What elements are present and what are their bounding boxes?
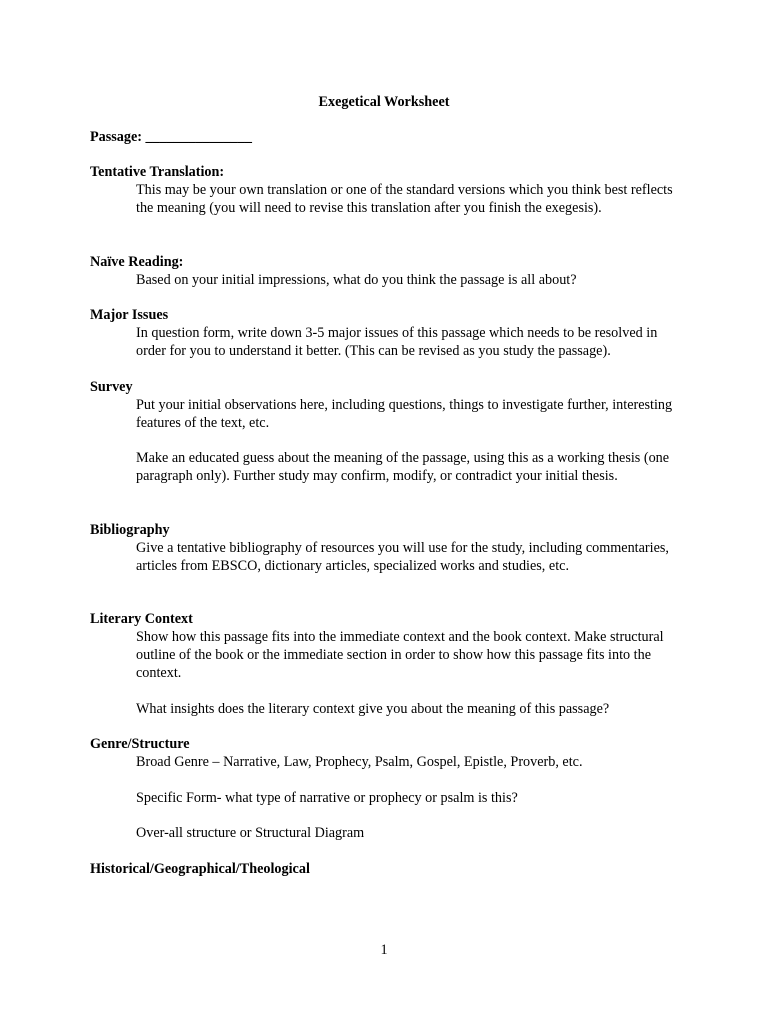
section-text-naive-reading: Based on your initial impressions, what do you think the passage is all about?	[136, 272, 577, 288]
section-heading-tentative-translation: Tentative Translation:	[90, 164, 225, 180]
section-text-tentative-translation: This may be your own translation or one of the standard versions which you think best reflects the meaning (you will need to revise this translation after you finish the exegesis).	[136, 182, 673, 216]
section-text-literary-context: Show how this passage fits into the immediate context and the book context. Make structural outline of the book or the immediate section in order to show how this passage fits into the context.	[136, 629, 664, 681]
passage-label: Passage: _______________	[90, 129, 252, 145]
section-text-broad-genre: Broad Genre – Narrative, Law, Prophecy, Psalm, Gospel, Epistle, Proverb, etc.	[136, 754, 583, 770]
page-number: 1	[380, 942, 388, 958]
section-text-major-issues: In question form, write down 3-5 major issues of this passage which needs to be resolved in order for you to understand it better. (This can be revised as you study the passage).	[136, 325, 658, 359]
section-text-bibliography: Give a tentative bibliography of resources you will use for the study, including commentaries, articles from EBSCO, dictionary articles, specialized works and studies, etc.	[136, 540, 669, 574]
section-heading-genre-structure: Genre/Structure	[90, 736, 190, 752]
section-text-overall-structure: Over-all structure or Structural Diagram	[136, 825, 365, 841]
section-heading-literary-context: Literary Context	[90, 611, 193, 627]
section-text-literary-context-insights: What insights does the literary context give you about the meaning of this passage?	[136, 701, 610, 717]
section-heading-historical-geographical-theological: Historical/Geographical/Theological	[90, 861, 310, 877]
section-heading-naive-reading: Naïve Reading:	[90, 254, 184, 270]
section-heading-survey: Survey	[90, 379, 133, 395]
section-text-specific-form: Specific Form- what type of narrative or prophecy or psalm is this?	[136, 790, 518, 806]
page-title: Exegetical Worksheet	[318, 94, 450, 110]
section-text-survey-thesis: Make an educated guess about the meaning of the passage, using this as a working thesis (one paragraph only). Further study may confirm, modify, or contradict your initial thesis.	[136, 450, 670, 484]
section-heading-bibliography: Bibliography	[90, 522, 170, 538]
section-text-survey-observations: Put your initial observations here, including questions, things to investigate further, interesting features of the text, etc.	[136, 397, 673, 431]
section-heading-major-issues: Major Issues	[90, 307, 169, 323]
